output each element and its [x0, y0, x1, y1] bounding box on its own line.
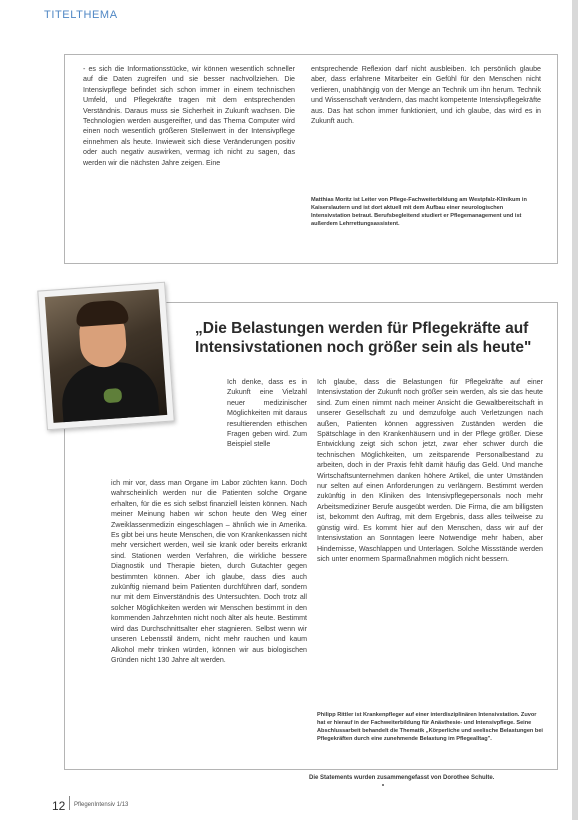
statement-1-right-column — [311, 64, 541, 126]
footer-divider — [69, 796, 70, 810]
portrait-image — [45, 289, 168, 423]
decorative-dot — [382, 784, 384, 786]
author-photo — [37, 282, 174, 431]
statement-1-right-text: entsprechende Reflexion darf nicht ausbleiben. Ich persönlich glaube aber, dass erfahrene Mitarbeiter ein Gefühl für den Menschen nicht verlieren, unabhängig von der Menge an Technik um ihn herum. Technik und Wissenschaft verändern, das macht kompetente Intensivpflegekräfte aus. Das hat schon immer funktioniert, und ich glaube, das wird es in Zukunft auch. — [311, 65, 541, 126]
portrait-shirt-print — [103, 388, 122, 403]
statement-2-author-bio: Philipp Rittler ist Krankenpfleger auf einer interdisziplinären Intensivstation. Zuvor hat er hierauf in der Fachweiterbildung für Anästhesie- und Intensivpflege. Seine Abschlussarbeit behandelt die Thematik „Körperliche und seelische Belastungen bei Pflegekräften durch eine zunehmende Belastung im Pflegealltag". — [317, 712, 543, 742]
statement-1-left-text: ‑ es sich die Informationsstücke, wir können wesentlich schneller auf die Daten zugreifen und sie besser nachvollziehen. Die Intensivpflege befindet sich schon immer in einem technischen Umfeld, und Pflegekräfte tragen mit dem entsprechenden Verständnis. Daraus muss sie Sicherheit in Zukunft wachsen. Die Technologien werden ausgereifter, und das Thema Computer wird einen noch wesentlich größeren Stellenwert in der Intensivpflege einnehmen als heute. Inwieweit sich diese Veränderungen positiv oder auch negativ auswirken, vermag ich nicht zu sagen, das werden wir die nächsten Jahre zeigen. Eine — [83, 65, 295, 167]
statement-2-left-text: ich mir vor, dass man Organe im Labor züchten kann. Doch wahrscheinlich werden nur die Patienten solche Organe erhalten, für die es sich selbst finanziell leisten können. Nach meiner Meinung haben wir schon heute den Weg einer Zweiklassenmedizin eingeschlagen – ähnlich wie in Amerika. Es gibt bei uns heute Menschen, die von Krankenkassen nicht mehr versichert werden, weil sie krank oder bereits erkrankt sind. Stationen werden Verfahren, die wirkliche bessere Diagnostik und Therapie bieten, durch Gutachter gegen bestimmten können. Aber ich glaube, dass dies auch zukünftig niemand beim Patienten durchführen darf, sondern nur mit dem Einverständnis des Untersuchten. Doch trotz all solcher Möglichkeiten werden wir Menschen bestimmt in den kommenden Jahrzehnten nicht noch älter als heute. Bestimmt wird das Durchschnittsalter eher stagnieren. Selbst wenn wir unseren Lebensstil ändern, nicht mehr rauchen und kaum Alkohol mehr trinken würden, können wir aus biologischen Gründen nicht 130 Jahre alt werden. — [111, 479, 307, 664]
statement-2-right-text: Ich glaube, dass die Belastungen für Pflegekräfte auf einer Intensivstation der Zukunft noch größer sein werden, als sie das heute sind. Zum einen nimmt nach meiner Ansicht die Gewaltbereitschaft in unserer Gesellschaft zu und demzufolge auch Verletzungen nach außen, Patienten können aggressiven Zuständen werden die Spätschlage in den Krankenhäusern und in der Pflege größer. Diese Entwicklung zeigt sich schon jetzt, zwar eher schwer durch die technischen Möglichkeiten, um zeitsparende Personalbestand zu arbeiten, doch in der Praxis fehlt damit häufig das Geld. Und manche Wirtschaftsunternehmen danken höhere Artikel, die unter Umständen nur selten auf einen Anforderungen zu verlängern. Bestimmt werden zukünftig in den Kliniken des Intensivpflegepersonals noch mehr Arbeitsmediziner Berufe ausgeübt werden. Die Firma, die am billigsten ist, bekommt den Auftrag, mit dem Ergebnis, dass alles teilweise zu günstig wird. Es kommt hier auf den Menschen, dass wir auf der Intensivstation an Sonntagen leere Notwendige mehr haben, aber Hindernisse, Waschlappen und Unterlagen. Solche Missstände werden sich unter enormem Sparmaßnahmen möglich nicht bessern. — [317, 378, 543, 563]
section-label: TITELTHEMA — [44, 9, 118, 21]
page-gutter — [572, 0, 578, 820]
statement-2-headline: „Die Belastungen werden für Pflegekräfte auf Intensivstationen noch größer sein als heute" — [195, 320, 532, 356]
credit-line: Die Statements wurden zusammengefasst von Dorothee Schulte. — [309, 775, 495, 781]
page-number: 12 — [52, 799, 66, 813]
statement-1-left-column — [83, 64, 295, 168]
portrait-hair — [75, 299, 129, 327]
statement-1-author-bio: Matthias Moritz ist Leiter von Pflege-Fachweiterbildung am Westpfalz-Klinikum in Kaiserslautern und ist dort aktuell mit dem Aufbau einer neurologischen Intensivstation betraut. Berufsbegleitend studiert er Pflegemanagement und ist außerdem Lehrrettungsassistent. — [311, 197, 527, 227]
statement-2-intro-text: Ich denke, dass es in Zukunft eine Vielzahl neuer medizinischer Möglichkeiten mit daraus resultierenden ethischen Fragen geben wird. Zum Beispiel stelle — [227, 378, 307, 449]
magazine-name: PflegenIntensiv 1/13 — [74, 802, 129, 808]
statement-box-1 — [64, 54, 558, 264]
